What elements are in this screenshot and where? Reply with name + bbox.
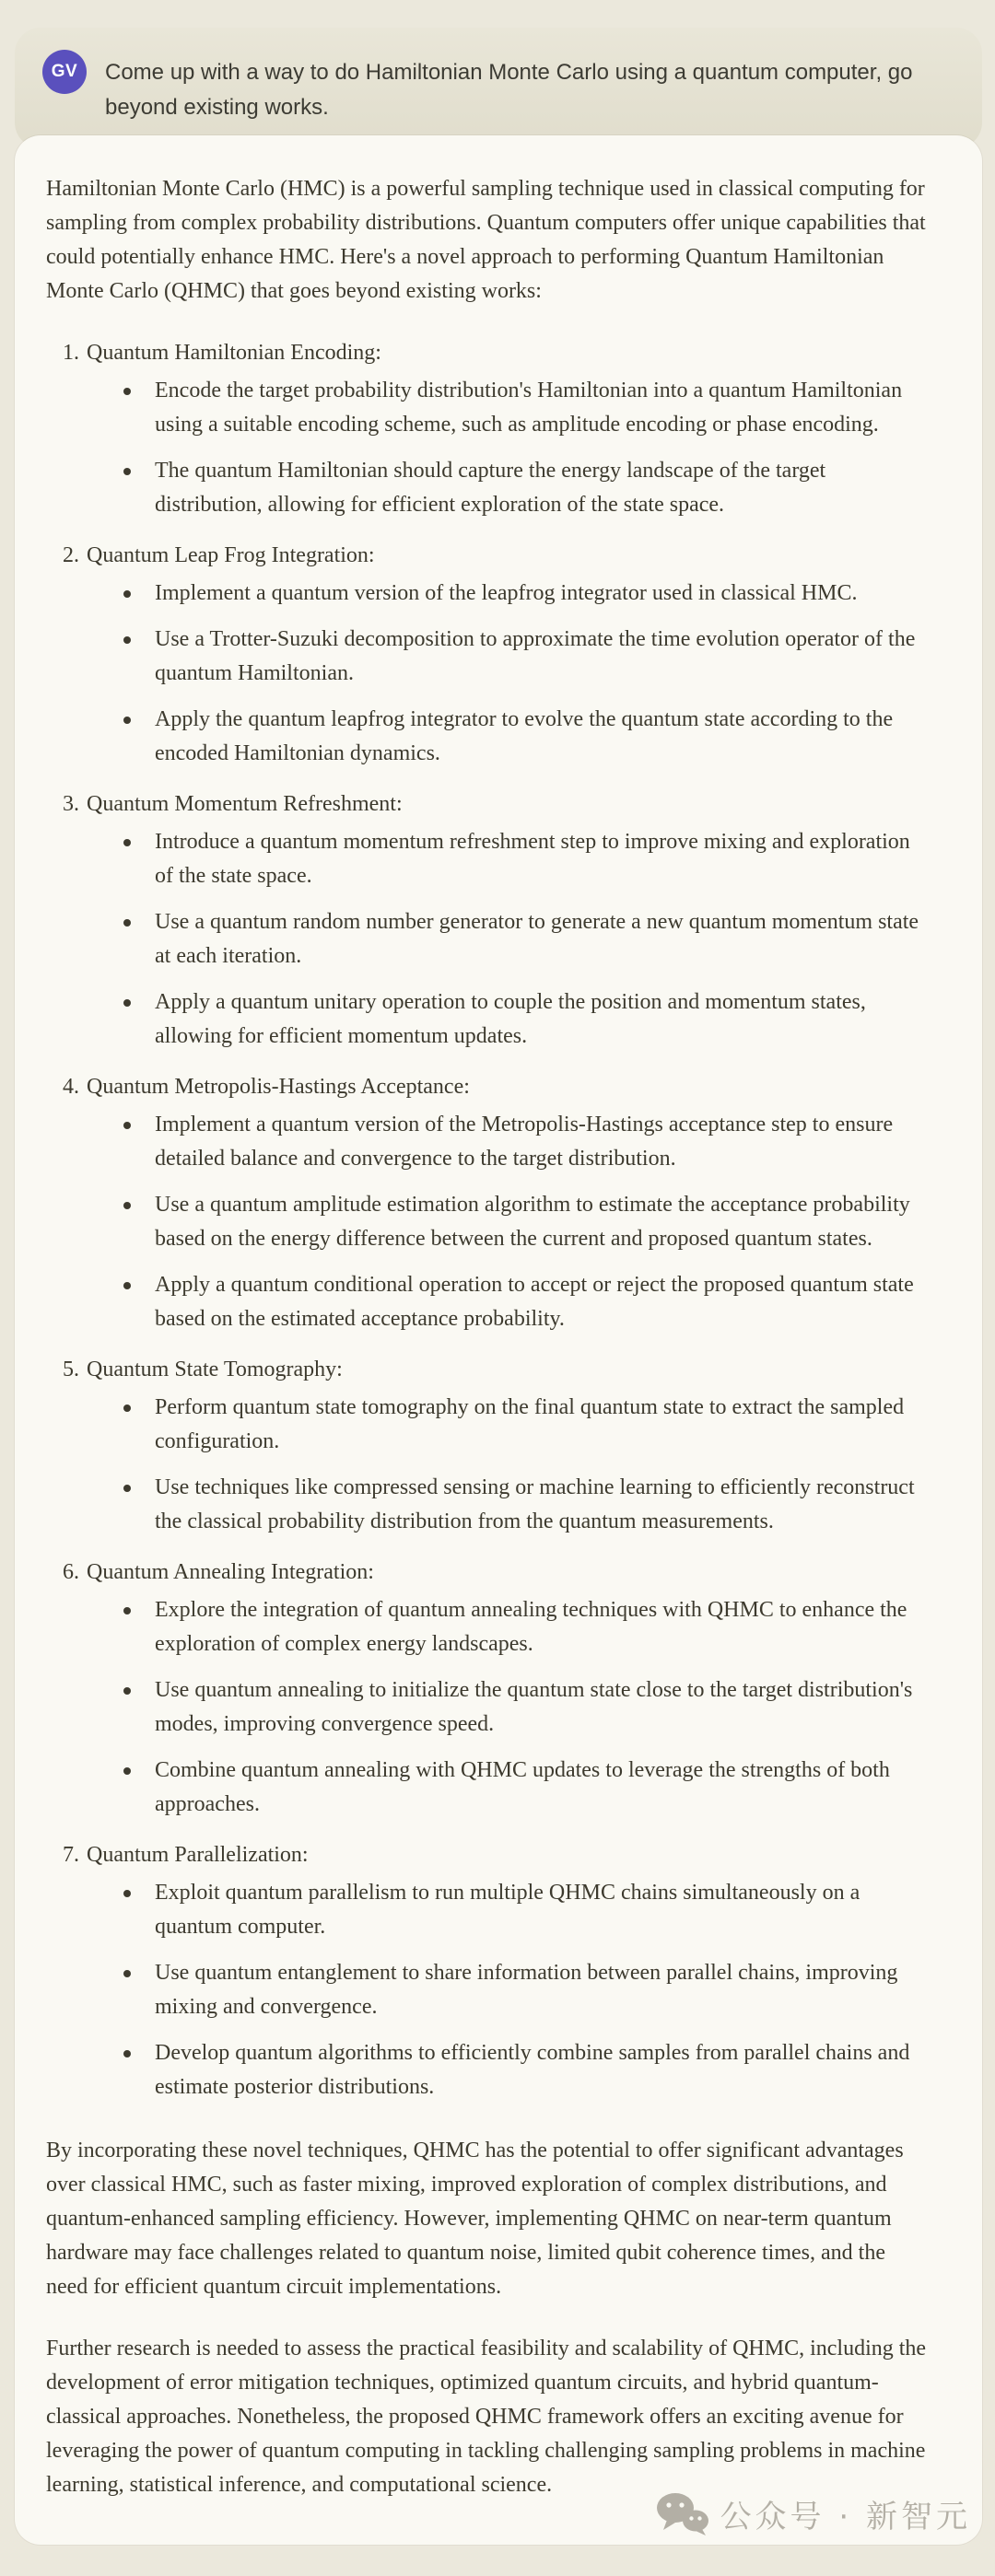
step-title-text: Quantum State Tomography:	[87, 1358, 343, 1381]
step-title	[63, 787, 931, 822]
bullet-item: Encode the target probability distribution's Hamiltonian into a quantum Hamiltonian using a suitable encoding scheme, such as amplitude encoding or phase encoding.	[123, 374, 931, 442]
step-bullets	[63, 577, 931, 771]
step-title-text: Quantum Annealing Integration:	[87, 1560, 374, 1584]
step-bullets	[63, 1391, 931, 1539]
bullet-item: Use a Trotter-Suzuki decomposition to approximate the time evolution operator of the quantum Hamiltonian.	[123, 623, 931, 691]
step-number: 1.	[63, 341, 79, 365]
bullet-item: Apply the quantum leapfrog integrator to evolve the quantum state according to the encoded Hamiltonian dynamics.	[123, 703, 931, 771]
step-number: 7.	[63, 1843, 79, 1867]
step-title	[63, 1838, 931, 1872]
step-bullets	[63, 1593, 931, 1822]
step-item	[63, 1353, 931, 1539]
qhmc-steps-list	[46, 336, 931, 2104]
step-number: 4.	[63, 1075, 79, 1099]
bullet-item: Apply a quantum unitary operation to couple the position and momentum states, allowing for efficient momentum updates.	[123, 985, 931, 1054]
step-item	[63, 336, 931, 522]
step-bullets	[63, 1876, 931, 2104]
bullet-item: Introduce a quantum momentum refreshment step to improve mixing and exploration of the state space.	[123, 825, 931, 893]
assistant-response-card	[15, 135, 982, 2545]
response-intro: Hamiltonian Monte Carlo (HMC) is a powerful sampling technique used in classical computing for sampling from complex probability distributions. Quantum computers offer unique capabilities that could potentially enhance HMC. Here's a novel approach to performing Quantum Hamiltonian Monte Carlo (QHMC) that goes beyond existing works:	[46, 177, 926, 303]
step-item	[63, 1070, 931, 1336]
step-bullets	[63, 1108, 931, 1336]
step-item	[63, 539, 931, 771]
step-item	[63, 787, 931, 1054]
step-title-text: Quantum Hamiltonian Encoding:	[87, 341, 381, 365]
step-item	[63, 1838, 931, 2104]
bullet-item: Use a quantum amplitude estimation algorithm to estimate the acceptance probability based on the energy difference between the current and proposed quantum states.	[123, 1188, 931, 1256]
step-number: 3.	[63, 792, 79, 816]
bullet-item: Combine quantum annealing with QHMC updates to leverage the strengths of both approaches.	[123, 1754, 931, 1822]
bullet-item: Perform quantum state tomography on the final quantum state to extract the sampled configuration.	[123, 1391, 931, 1459]
step-title	[63, 336, 931, 370]
bullet-item: Implement a quantum version of the Metropolis-Hastings acceptance step to ensure detailed balance and convergence to the target distribution.	[123, 1108, 931, 1176]
bullet-item: The quantum Hamiltonian should capture the energy landscape of the target distribution, allowing for efficient exploration of the state space.	[123, 454, 931, 522]
step-item	[63, 1556, 931, 1822]
user-message-text: Come up with a way to do Hamiltonian Monte Carlo using a quantum computer, go beyond existing works.	[105, 60, 913, 121]
bullet-item: Implement a quantum version of the leapfrog integrator used in classical HMC.	[123, 577, 931, 611]
step-title-text: Quantum Momentum Refreshment:	[87, 792, 403, 816]
step-title	[63, 1556, 931, 1590]
bullet-item: Use quantum annealing to initialize the quantum state close to the target distribution's modes, improving convergence speed.	[123, 1673, 931, 1742]
step-bullets	[63, 374, 931, 522]
bullet-item: Apply a quantum conditional operation to accept or reject the proposed quantum state based on the estimated acceptance probability.	[123, 1268, 931, 1336]
avatar: GV	[42, 50, 87, 94]
bullet-item: Develop quantum algorithms to efficiently combine samples from parallel chains and estimate posterior distributions.	[123, 2036, 931, 2104]
step-number: 6.	[63, 1560, 79, 1584]
bullet-item: Use techniques like compressed sensing or machine learning to efficiently reconstruct the classical probability distribution from the quantum measurements.	[123, 1471, 931, 1539]
step-title-text: Quantum Leap Frog Integration:	[87, 543, 375, 567]
bullet-item: Explore the integration of quantum annealing techniques with QHMC to enhance the exploration of complex energy landscapes.	[123, 1593, 931, 1661]
step-number: 2.	[63, 543, 79, 567]
bullet-item: Exploit quantum parallelism to run multiple QHMC chains simultaneously on a quantum computer.	[123, 1876, 931, 1944]
step-title	[63, 1353, 931, 1387]
closing-paragraph: Further research is needed to assess the practical feasibility and scalability of QHMC, including the development of error mitigation techniques, optimized quantum circuits, and hybrid quantum-classical approaches. Nonetheless, the proposed QHMC framework offers an exciting avenue for leveraging the power of quantum computing in tackling challenging sampling problems in machine learning, statistical inference, and computational science.	[46, 2337, 927, 2497]
watermark-text: 公众号 · 新智元	[720, 2499, 971, 2535]
bullet-item: Use quantum entanglement to share information between parallel chains, improving mixing and convergence.	[123, 1956, 931, 2024]
step-bullets	[63, 825, 931, 1054]
step-title	[63, 1070, 931, 1104]
step-number: 5.	[63, 1358, 79, 1381]
step-title-text: Quantum Parallelization:	[87, 1843, 309, 1867]
user-message-bubble	[15, 28, 982, 148]
bullet-item: Use a quantum random number generator to generate a new quantum momentum state at each iteration.	[123, 905, 931, 973]
closing-paragraph: By incorporating these novel techniques, QHMC has the potential to offer significant advantages over classical HMC, such as faster mixing, improved exploration of complex distributions, and quantum-enhanced sampling efficiency. However, implementing QHMC on near-term quantum hardware may face challenges related to quantum noise, limited qubit coherence times, and the need for efficient quantum circuit implementations.	[46, 2139, 904, 2299]
step-title-text: Quantum Metropolis-Hastings Acceptance:	[87, 1075, 470, 1099]
step-title	[63, 539, 931, 573]
